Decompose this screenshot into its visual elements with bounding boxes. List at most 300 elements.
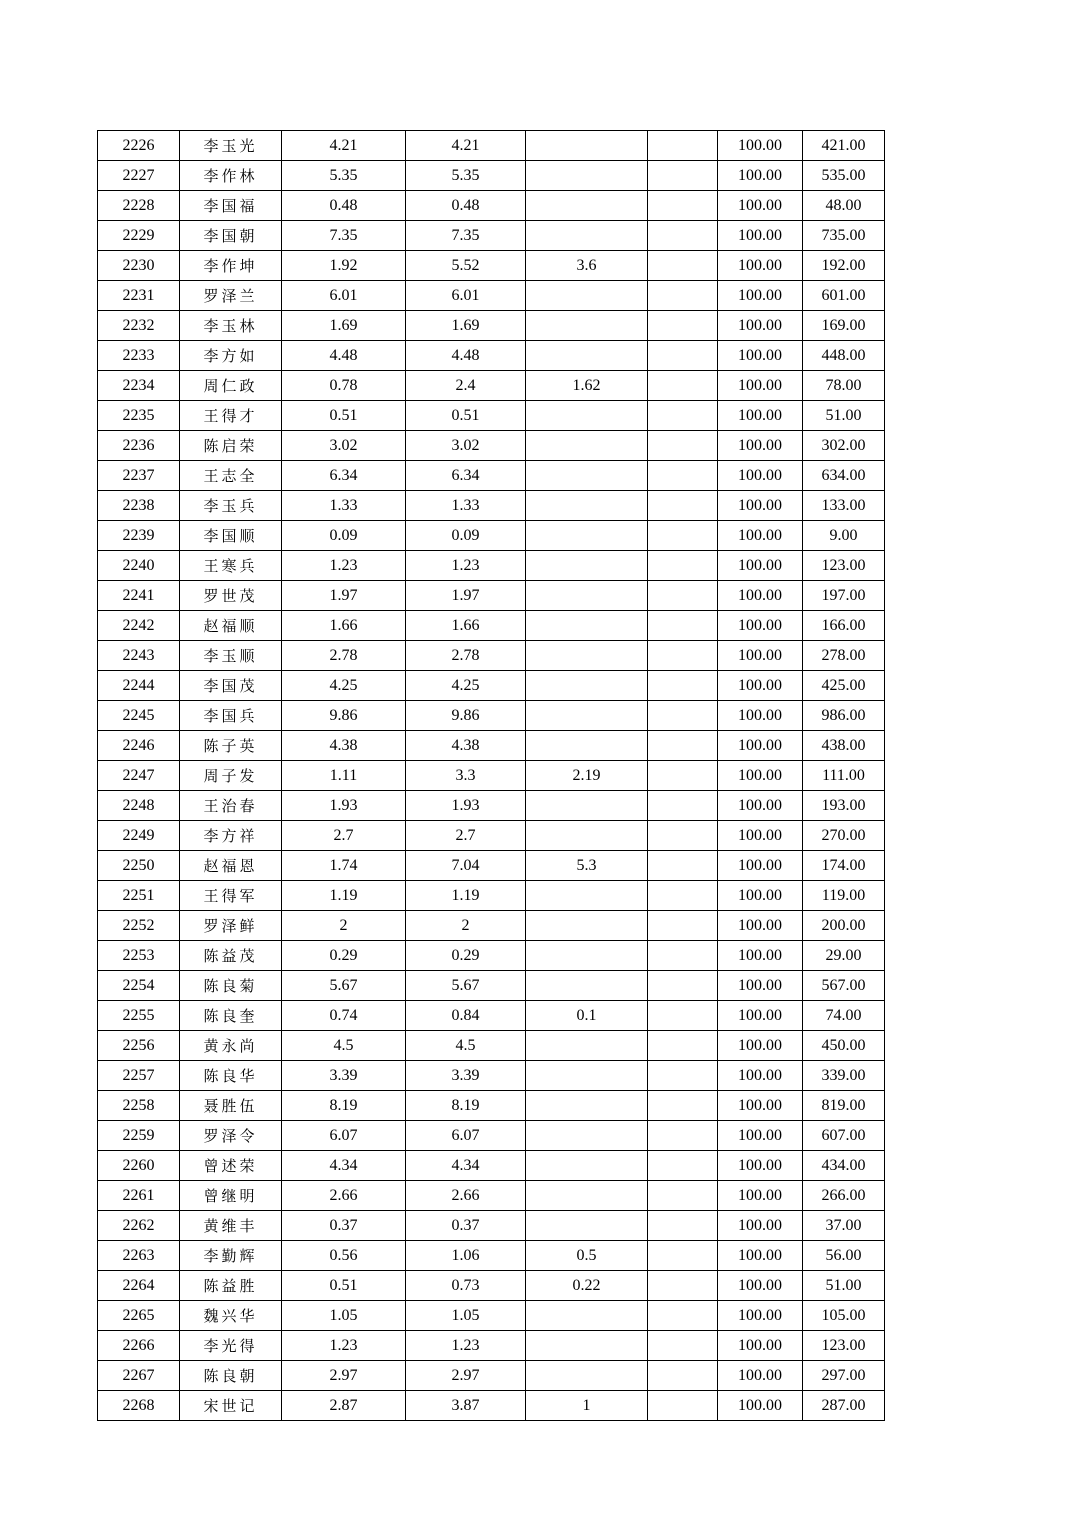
value-a-cell: 2.87: [282, 1391, 406, 1421]
value-b-cell: 1.23: [406, 551, 526, 581]
rate-cell: 100.00: [718, 611, 803, 641]
amount-cell: 270.00: [803, 821, 885, 851]
amount-cell: 200.00: [803, 911, 885, 941]
value-c-cell: [526, 431, 648, 461]
name-cell: 李国福: [180, 191, 282, 221]
value-b-cell: 0.73: [406, 1271, 526, 1301]
value-a-cell: 2.66: [282, 1181, 406, 1211]
value-d-cell: [648, 1121, 718, 1151]
value-d-cell: [648, 1361, 718, 1391]
value-b-cell: 6.34: [406, 461, 526, 491]
amount-cell: 986.00: [803, 701, 885, 731]
amount-cell: 302.00: [803, 431, 885, 461]
rate-cell: 100.00: [718, 1181, 803, 1211]
value-b-cell: 1.93: [406, 791, 526, 821]
row-number-cell: 2265: [98, 1301, 180, 1331]
table-row: [98, 1361, 885, 1391]
value-a-cell: 2.7: [282, 821, 406, 851]
name-cell: 陈子英: [180, 731, 282, 761]
name-cell: 李国顺: [180, 521, 282, 551]
name-cell: 李光得: [180, 1331, 282, 1361]
value-b-cell: 1.97: [406, 581, 526, 611]
value-b-cell: 0.09: [406, 521, 526, 551]
value-c-cell: [526, 461, 648, 491]
value-a-cell: 0.09: [282, 521, 406, 551]
table-row: [98, 1181, 885, 1211]
rate-cell: 100.00: [718, 431, 803, 461]
value-b-cell: 5.52: [406, 251, 526, 281]
table-row: [98, 281, 885, 311]
value-a-cell: 5.67: [282, 971, 406, 1001]
value-a-cell: 4.48: [282, 341, 406, 371]
value-d-cell: [648, 191, 718, 221]
value-d-cell: [648, 281, 718, 311]
amount-cell: 9.00: [803, 521, 885, 551]
name-cell: 李国茂: [180, 671, 282, 701]
amount-cell: 78.00: [803, 371, 885, 401]
value-b-cell: 2.66: [406, 1181, 526, 1211]
value-c-cell: [526, 971, 648, 1001]
amount-cell: 450.00: [803, 1031, 885, 1061]
amount-cell: 51.00: [803, 401, 885, 431]
name-cell: 陈益胜: [180, 1271, 282, 1301]
value-d-cell: [648, 941, 718, 971]
value-a-cell: 1.11: [282, 761, 406, 791]
value-d-cell: [648, 821, 718, 851]
table-row: [98, 1211, 885, 1241]
table-row: [98, 461, 885, 491]
value-c-cell: [526, 1361, 648, 1391]
row-number-cell: 2238: [98, 491, 180, 521]
row-number-cell: 2235: [98, 401, 180, 431]
amount-cell: 535.00: [803, 161, 885, 191]
value-b-cell: 2: [406, 911, 526, 941]
value-c-cell: [526, 1181, 648, 1211]
name-cell: 魏兴华: [180, 1301, 282, 1331]
amount-cell: 297.00: [803, 1361, 885, 1391]
name-cell: 王得才: [180, 401, 282, 431]
value-c-cell: [526, 491, 648, 521]
value-d-cell: [648, 641, 718, 671]
value-a-cell: 1.69: [282, 311, 406, 341]
value-a-cell: 6.01: [282, 281, 406, 311]
value-c-cell: [526, 1151, 648, 1181]
value-d-cell: [648, 1061, 718, 1091]
table-row: [98, 341, 885, 371]
table-row: [98, 1301, 885, 1331]
row-number-cell: 2253: [98, 941, 180, 971]
value-d-cell: [648, 911, 718, 941]
rate-cell: 100.00: [718, 1211, 803, 1241]
table-row: [98, 731, 885, 761]
row-number-cell: 2242: [98, 611, 180, 641]
name-cell: 陈良华: [180, 1061, 282, 1091]
amount-cell: 438.00: [803, 731, 885, 761]
rate-cell: 100.00: [718, 1271, 803, 1301]
table-row: [98, 221, 885, 251]
row-number-cell: 2266: [98, 1331, 180, 1361]
name-cell: 李玉顺: [180, 641, 282, 671]
value-c-cell: [526, 1031, 648, 1061]
amount-cell: 448.00: [803, 341, 885, 371]
value-a-cell: 0.51: [282, 401, 406, 431]
row-number-cell: 2263: [98, 1241, 180, 1271]
row-number-cell: 2252: [98, 911, 180, 941]
rate-cell: 100.00: [718, 581, 803, 611]
table-row: [98, 551, 885, 581]
table-row: [98, 761, 885, 791]
value-a-cell: 1.19: [282, 881, 406, 911]
value-a-cell: 4.25: [282, 671, 406, 701]
amount-cell: 634.00: [803, 461, 885, 491]
rate-cell: 100.00: [718, 191, 803, 221]
amount-cell: 133.00: [803, 491, 885, 521]
table-row: [98, 881, 885, 911]
row-number-cell: 2248: [98, 791, 180, 821]
value-b-cell: 0.84: [406, 1001, 526, 1031]
value-b-cell: 0.37: [406, 1211, 526, 1241]
value-b-cell: 2.7: [406, 821, 526, 851]
name-cell: 宋世记: [180, 1391, 282, 1421]
value-a-cell: 0.51: [282, 1271, 406, 1301]
row-number-cell: 2245: [98, 701, 180, 731]
name-cell: 赵福恩: [180, 851, 282, 881]
amount-cell: 197.00: [803, 581, 885, 611]
value-a-cell: 1.23: [282, 1331, 406, 1361]
table-row: [98, 401, 885, 431]
table-row: [98, 1031, 885, 1061]
value-b-cell: 0.29: [406, 941, 526, 971]
name-cell: 李玉兵: [180, 491, 282, 521]
rate-cell: 100.00: [718, 881, 803, 911]
name-cell: 李方祥: [180, 821, 282, 851]
table-row: [98, 1061, 885, 1091]
rate-cell: 100.00: [718, 131, 803, 161]
value-d-cell: [648, 1391, 718, 1421]
table-row: [98, 821, 885, 851]
amount-cell: 123.00: [803, 1331, 885, 1361]
value-c-cell: [526, 821, 648, 851]
value-d-cell: [648, 1241, 718, 1271]
name-cell: 李方如: [180, 341, 282, 371]
row-number-cell: 2260: [98, 1151, 180, 1181]
name-cell: 聂胜伍: [180, 1091, 282, 1121]
rate-cell: 100.00: [718, 551, 803, 581]
table-row: [98, 311, 885, 341]
value-a-cell: 5.35: [282, 161, 406, 191]
name-cell: 陈启荣: [180, 431, 282, 461]
amount-cell: 434.00: [803, 1151, 885, 1181]
name-cell: 黄永尚: [180, 1031, 282, 1061]
value-a-cell: 0.48: [282, 191, 406, 221]
table-row: [98, 611, 885, 641]
table-row: [98, 851, 885, 881]
value-c-cell: [526, 611, 648, 641]
value-b-cell: 4.21: [406, 131, 526, 161]
value-a-cell: 3.02: [282, 431, 406, 461]
rate-cell: 100.00: [718, 491, 803, 521]
row-number-cell: 2229: [98, 221, 180, 251]
name-cell: 曾继明: [180, 1181, 282, 1211]
table-row: [98, 911, 885, 941]
name-cell: 陈良菊: [180, 971, 282, 1001]
value-a-cell: 0.37: [282, 1211, 406, 1241]
value-a-cell: 0.78: [282, 371, 406, 401]
name-cell: 罗泽兰: [180, 281, 282, 311]
value-c-cell: [526, 881, 648, 911]
rate-cell: 100.00: [718, 671, 803, 701]
amount-cell: 111.00: [803, 761, 885, 791]
value-d-cell: [648, 1091, 718, 1121]
row-number-cell: 2255: [98, 1001, 180, 1031]
value-d-cell: [648, 611, 718, 641]
amount-cell: 735.00: [803, 221, 885, 251]
name-cell: 王志全: [180, 461, 282, 491]
amount-cell: 37.00: [803, 1211, 885, 1241]
value-a-cell: 1.66: [282, 611, 406, 641]
rate-cell: 100.00: [718, 851, 803, 881]
rate-cell: 100.00: [718, 1241, 803, 1271]
rate-cell: 100.00: [718, 161, 803, 191]
amount-cell: 287.00: [803, 1391, 885, 1421]
value-c-cell: [526, 671, 648, 701]
rate-cell: 100.00: [718, 821, 803, 851]
amount-cell: 339.00: [803, 1061, 885, 1091]
name-cell: 李作坤: [180, 251, 282, 281]
value-a-cell: 6.07: [282, 1121, 406, 1151]
value-a-cell: 2: [282, 911, 406, 941]
amount-cell: 193.00: [803, 791, 885, 821]
value-b-cell: 3.87: [406, 1391, 526, 1421]
table-row: [98, 1271, 885, 1301]
row-number-cell: 2243: [98, 641, 180, 671]
amount-cell: 278.00: [803, 641, 885, 671]
rate-cell: 100.00: [718, 221, 803, 251]
name-cell: 王治春: [180, 791, 282, 821]
row-number-cell: 2239: [98, 521, 180, 551]
value-b-cell: 4.48: [406, 341, 526, 371]
value-c-cell: 0.22: [526, 1271, 648, 1301]
rate-cell: 100.00: [718, 641, 803, 671]
amount-cell: 425.00: [803, 671, 885, 701]
value-b-cell: 2.97: [406, 1361, 526, 1391]
value-a-cell: 0.29: [282, 941, 406, 971]
value-c-cell: [526, 1121, 648, 1151]
value-a-cell: 7.35: [282, 221, 406, 251]
amount-cell: 174.00: [803, 851, 885, 881]
value-d-cell: [648, 131, 718, 161]
row-number-cell: 2234: [98, 371, 180, 401]
value-c-cell: [526, 731, 648, 761]
value-d-cell: [648, 551, 718, 581]
rate-cell: 100.00: [718, 1391, 803, 1421]
name-cell: 黄维丰: [180, 1211, 282, 1241]
amount-cell: 48.00: [803, 191, 885, 221]
value-d-cell: [648, 881, 718, 911]
row-number-cell: 2226: [98, 131, 180, 161]
value-c-cell: [526, 221, 648, 251]
rate-cell: 100.00: [718, 1031, 803, 1061]
row-number-cell: 2240: [98, 551, 180, 581]
value-c-cell: 5.3: [526, 851, 648, 881]
rate-cell: 100.00: [718, 341, 803, 371]
row-number-cell: 2257: [98, 1061, 180, 1091]
name-cell: 曾述荣: [180, 1151, 282, 1181]
name-cell: 王得军: [180, 881, 282, 911]
value-d-cell: [648, 161, 718, 191]
row-number-cell: 2241: [98, 581, 180, 611]
table-row: [98, 581, 885, 611]
row-number-cell: 2247: [98, 761, 180, 791]
name-cell: 李勤辉: [180, 1241, 282, 1271]
name-cell: 王寒兵: [180, 551, 282, 581]
table-row: [98, 1331, 885, 1361]
value-a-cell: 1.05: [282, 1301, 406, 1331]
value-a-cell: 4.34: [282, 1151, 406, 1181]
table-row: [98, 1001, 885, 1031]
row-number-cell: 2233: [98, 341, 180, 371]
value-d-cell: [648, 581, 718, 611]
amount-cell: 601.00: [803, 281, 885, 311]
row-number-cell: 2228: [98, 191, 180, 221]
value-a-cell: 2.97: [282, 1361, 406, 1391]
value-b-cell: 0.51: [406, 401, 526, 431]
rate-cell: 100.00: [718, 1301, 803, 1331]
row-number-cell: 2232: [98, 311, 180, 341]
value-a-cell: 0.56: [282, 1241, 406, 1271]
value-c-cell: [526, 311, 648, 341]
amount-cell: 119.00: [803, 881, 885, 911]
name-cell: 罗泽鲜: [180, 911, 282, 941]
value-c-cell: [526, 341, 648, 371]
table-row: [98, 131, 885, 161]
row-number-cell: 2236: [98, 431, 180, 461]
value-b-cell: 0.48: [406, 191, 526, 221]
table-row: [98, 791, 885, 821]
value-a-cell: 1.74: [282, 851, 406, 881]
name-cell: 陈益茂: [180, 941, 282, 971]
value-c-cell: [526, 701, 648, 731]
value-b-cell: 5.35: [406, 161, 526, 191]
value-c-cell: [526, 161, 648, 191]
table-row: [98, 971, 885, 1001]
amount-cell: 56.00: [803, 1241, 885, 1271]
rate-cell: 100.00: [718, 971, 803, 1001]
value-d-cell: [648, 671, 718, 701]
row-number-cell: 2259: [98, 1121, 180, 1151]
value-b-cell: 4.38: [406, 731, 526, 761]
amount-cell: 123.00: [803, 551, 885, 581]
row-number-cell: 2227: [98, 161, 180, 191]
value-c-cell: [526, 191, 648, 221]
row-number-cell: 2267: [98, 1361, 180, 1391]
name-cell: 李作林: [180, 161, 282, 191]
value-b-cell: 6.01: [406, 281, 526, 311]
value-b-cell: 1.66: [406, 611, 526, 641]
rate-cell: 100.00: [718, 731, 803, 761]
rate-cell: 100.00: [718, 1151, 803, 1181]
value-a-cell: 1.93: [282, 791, 406, 821]
row-number-cell: 2250: [98, 851, 180, 881]
rate-cell: 100.00: [718, 791, 803, 821]
name-cell: 赵福顺: [180, 611, 282, 641]
rate-cell: 100.00: [718, 401, 803, 431]
row-number-cell: 2258: [98, 1091, 180, 1121]
value-d-cell: [648, 1001, 718, 1031]
value-b-cell: 3.3: [406, 761, 526, 791]
name-cell: 李玉林: [180, 311, 282, 341]
value-c-cell: [526, 641, 648, 671]
name-cell: 周子发: [180, 761, 282, 791]
value-d-cell: [648, 731, 718, 761]
table-row: [98, 1121, 885, 1151]
value-c-cell: [526, 1211, 648, 1241]
value-b-cell: 2.78: [406, 641, 526, 671]
value-c-cell: [526, 911, 648, 941]
rate-cell: 100.00: [718, 521, 803, 551]
value-c-cell: [526, 791, 648, 821]
amount-cell: 819.00: [803, 1091, 885, 1121]
value-a-cell: 9.86: [282, 701, 406, 731]
value-c-cell: [526, 1331, 648, 1361]
table-row: [98, 641, 885, 671]
amount-cell: 421.00: [803, 131, 885, 161]
name-cell: 罗泽令: [180, 1121, 282, 1151]
value-a-cell: 1.97: [282, 581, 406, 611]
value-d-cell: [648, 1271, 718, 1301]
value-c-cell: [526, 551, 648, 581]
rate-cell: 100.00: [718, 371, 803, 401]
row-number-cell: 2230: [98, 251, 180, 281]
amount-cell: 51.00: [803, 1271, 885, 1301]
name-cell: 陈良奎: [180, 1001, 282, 1031]
value-c-cell: 3.6: [526, 251, 648, 281]
value-d-cell: [648, 401, 718, 431]
amount-cell: 607.00: [803, 1121, 885, 1151]
value-b-cell: 9.86: [406, 701, 526, 731]
value-b-cell: 1.19: [406, 881, 526, 911]
value-c-cell: [526, 941, 648, 971]
value-c-cell: [526, 521, 648, 551]
value-c-cell: 0.1: [526, 1001, 648, 1031]
value-b-cell: 5.67: [406, 971, 526, 1001]
value-d-cell: [648, 341, 718, 371]
table-row: [98, 701, 885, 731]
data-table: [97, 130, 885, 1421]
value-b-cell: 6.07: [406, 1121, 526, 1151]
name-cell: 李国朝: [180, 221, 282, 251]
table-row: [98, 161, 885, 191]
table-body: [98, 131, 885, 1421]
amount-cell: 169.00: [803, 311, 885, 341]
value-b-cell: 1.23: [406, 1331, 526, 1361]
name-cell: 李国兵: [180, 701, 282, 731]
value-d-cell: [648, 521, 718, 551]
table-row: [98, 431, 885, 461]
value-d-cell: [648, 431, 718, 461]
amount-cell: 29.00: [803, 941, 885, 971]
value-d-cell: [648, 1211, 718, 1241]
value-c-cell: 1: [526, 1391, 648, 1421]
value-b-cell: 7.04: [406, 851, 526, 881]
rate-cell: 100.00: [718, 941, 803, 971]
name-cell: 周仁政: [180, 371, 282, 401]
row-number-cell: 2261: [98, 1181, 180, 1211]
table-row: [98, 191, 885, 221]
value-b-cell: 8.19: [406, 1091, 526, 1121]
value-c-cell: 2.19: [526, 761, 648, 791]
value-a-cell: 6.34: [282, 461, 406, 491]
